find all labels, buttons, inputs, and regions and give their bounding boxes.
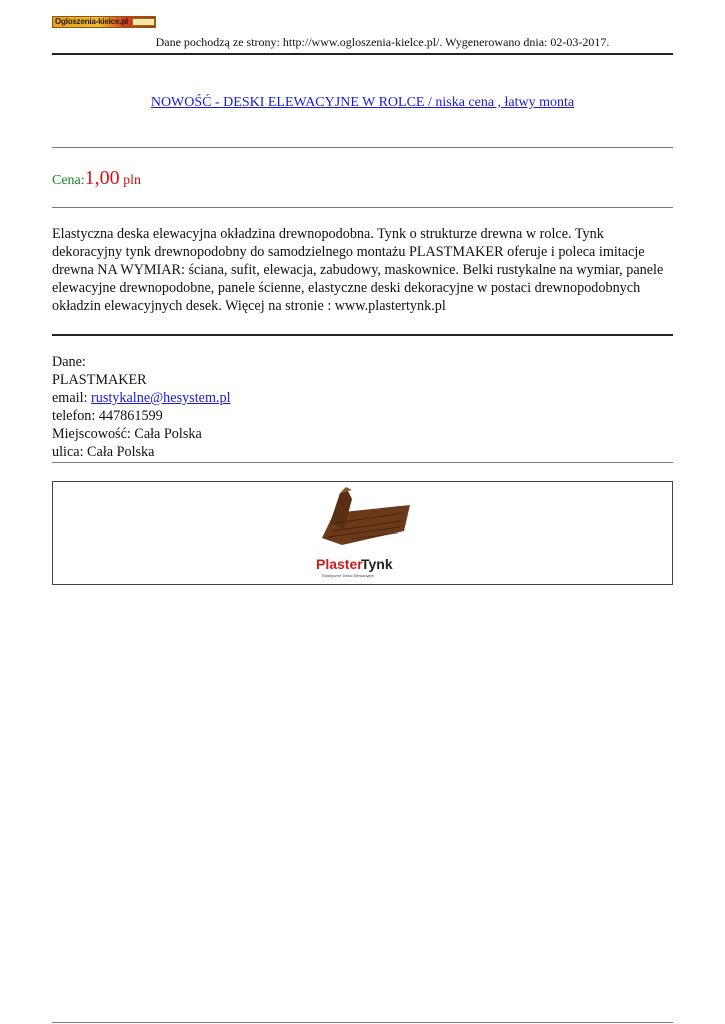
brand-plaster-text: Plaster <box>316 556 363 572</box>
listing-description: Elastyczna deska elewacyjna okładzina drewnopodobna. Tynk o strukturze drewna w rolce. Tynk dekoracyjny tynk drewnopodobny do samodzielnego montażu PLASTMAKER oferuje i poleca imitacje drewna NA WYMIAR: ściana, sufit, elewacja, zabudowy, maskownice. Belki rustykalne na wymiar, panele elewacyjne drewnopodobne, panele ścienne, elastyczne deski dekoracyjne w postaci drewnopodobnych okładzin elewacyjnych desek. Więcej na stronie : www.plastertynk.pl <box>52 226 664 314</box>
contact-heading: Dane: <box>52 354 86 370</box>
header-divider <box>52 53 673 55</box>
price-divider <box>52 207 673 208</box>
plastertynk-logo-image <box>312 483 412 583</box>
contact-phone: telefon: 447861599 <box>52 408 163 424</box>
source-info: Dane pochodzą ze strony: http://www.ogloszenia-kielce.pl/. Wygenerowano dnia: 02-03-2017. <box>155 35 610 49</box>
brand-tynk-text: Tynk <box>361 556 393 572</box>
title-divider <box>52 147 673 148</box>
contact-email-row <box>52 389 231 407</box>
listing-title-link[interactable]: NOWOŚĆ - DESKI ELEWACYJNE W ROLCE / niska cena , łatwy monta <box>150 95 575 110</box>
price-value: 1,00 <box>84 167 120 189</box>
listing-image-frame <box>52 481 673 585</box>
logo-tag-decoration <box>132 18 155 26</box>
price <box>52 167 141 192</box>
contact-street: ulica: Cała Polska <box>52 444 155 460</box>
site-logo[interactable] <box>52 16 156 28</box>
site-logo-text: Ogloszenia-kielce.pl <box>55 17 128 26</box>
contact-city: Miejscowość: Cała Polska <box>52 426 202 442</box>
price-label: Cena: <box>52 173 85 188</box>
contact-company: PLASTMAKER <box>52 372 147 388</box>
listing-title <box>52 94 673 112</box>
contact-divider <box>52 462 673 463</box>
contact-email-link[interactable]: rustykalne@hesystem.pl <box>91 390 231 406</box>
contact-email-label: email: <box>52 390 92 406</box>
contact-details <box>52 353 231 461</box>
brand-tagline-text: Elastyczne Deski Elewacyjne <box>322 573 374 578</box>
description-divider <box>52 334 673 336</box>
price-currency: pln <box>123 173 142 188</box>
footer-divider <box>52 1022 673 1023</box>
